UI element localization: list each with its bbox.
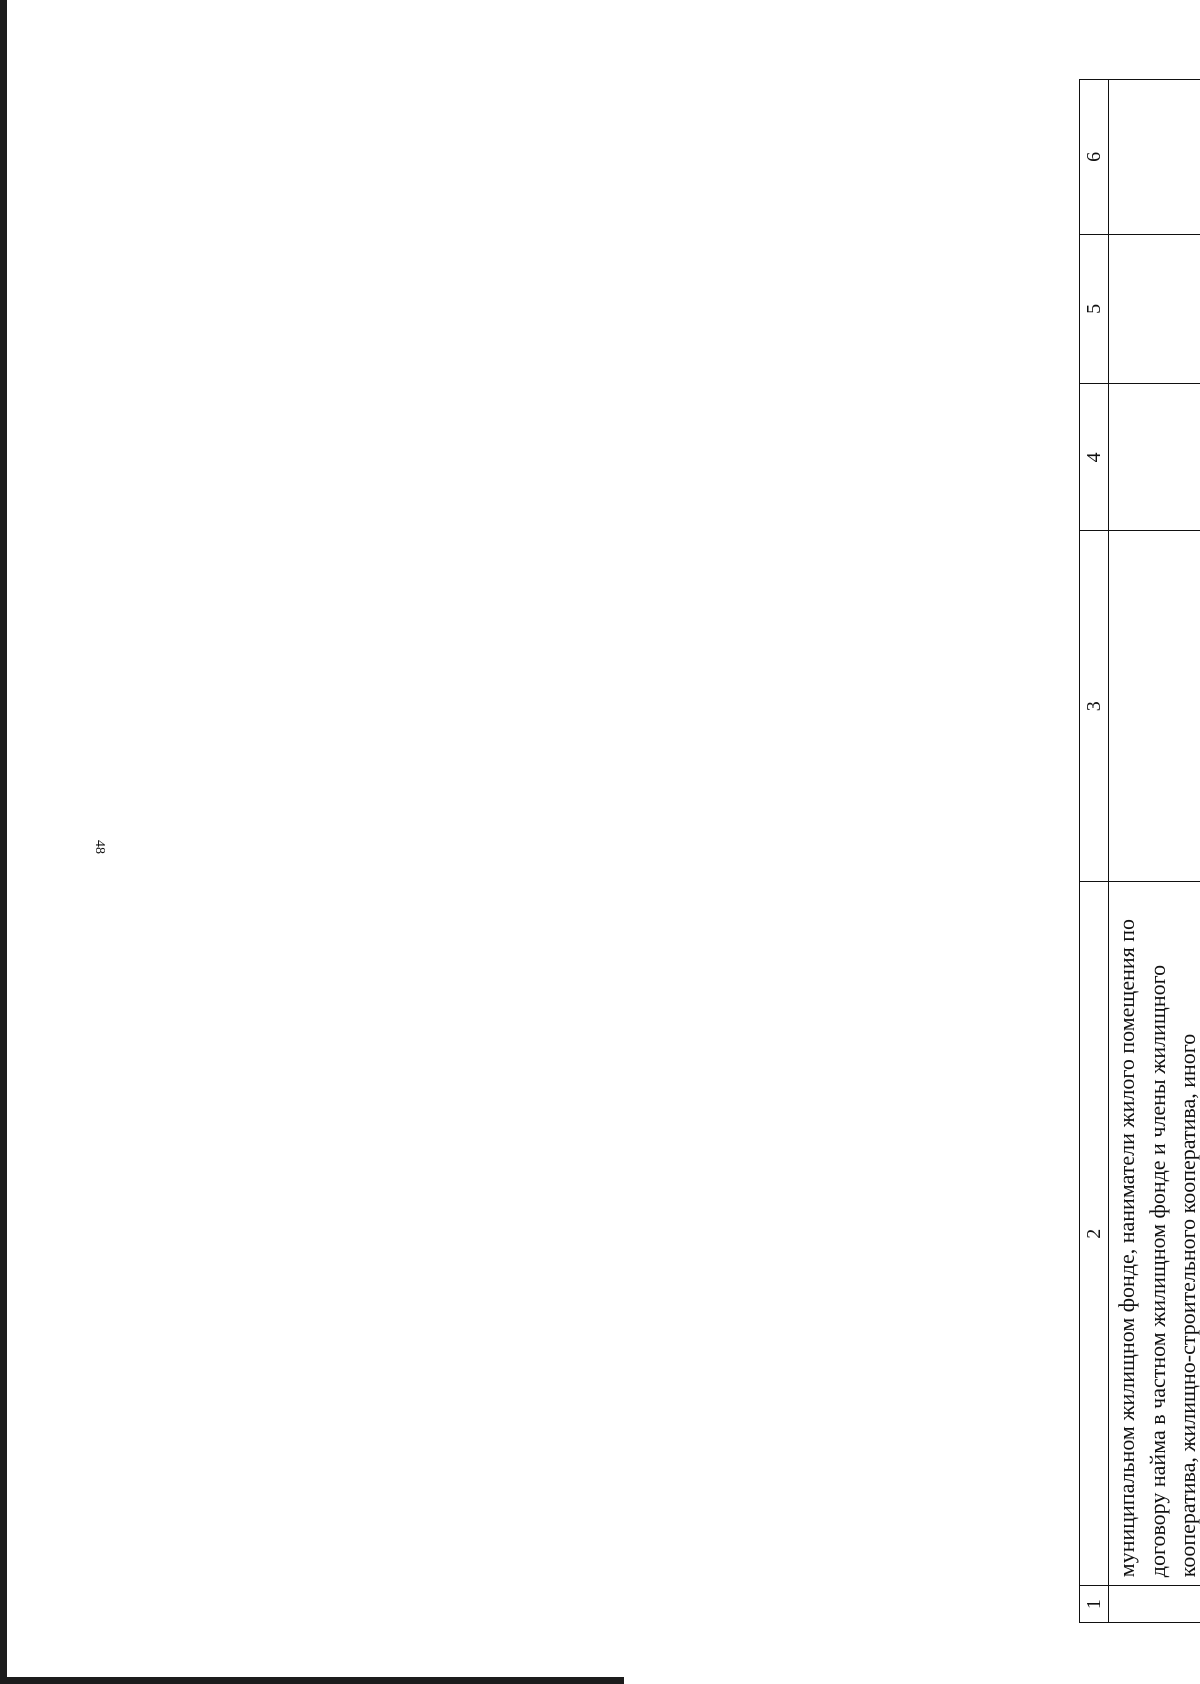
row-value-col6 xyxy=(1109,80,1200,235)
table-row xyxy=(1109,80,1200,1623)
column-header-2: 2 xyxy=(1080,882,1109,1586)
row-value-col3 xyxy=(1109,531,1200,882)
row-value-col4 xyxy=(1109,384,1200,531)
scan-border-left xyxy=(0,0,7,1684)
data-table xyxy=(1079,79,1200,1623)
rotated-table-container xyxy=(1079,79,1200,1623)
column-header-4: 4 xyxy=(1080,384,1109,531)
row-description: муниципальном жилищном фонде, наниматели жилого помещения по договору найма в частном жилищном фонде и члены жилищного кооператива, жилищно-строительного кооператива, иного xyxy=(1109,882,1200,1586)
column-header-5: 5 xyxy=(1080,234,1109,384)
scan-border-bottom-gap xyxy=(624,1677,1200,1684)
column-header-6: 6 xyxy=(1080,80,1109,235)
page-number: 48 xyxy=(92,840,107,854)
column-header-3: 3 xyxy=(1080,531,1109,882)
column-header-1: 1 xyxy=(1080,1586,1109,1623)
row-code xyxy=(1109,1586,1200,1623)
table-header-row xyxy=(1080,80,1109,1623)
row-value-col5 xyxy=(1109,234,1200,384)
